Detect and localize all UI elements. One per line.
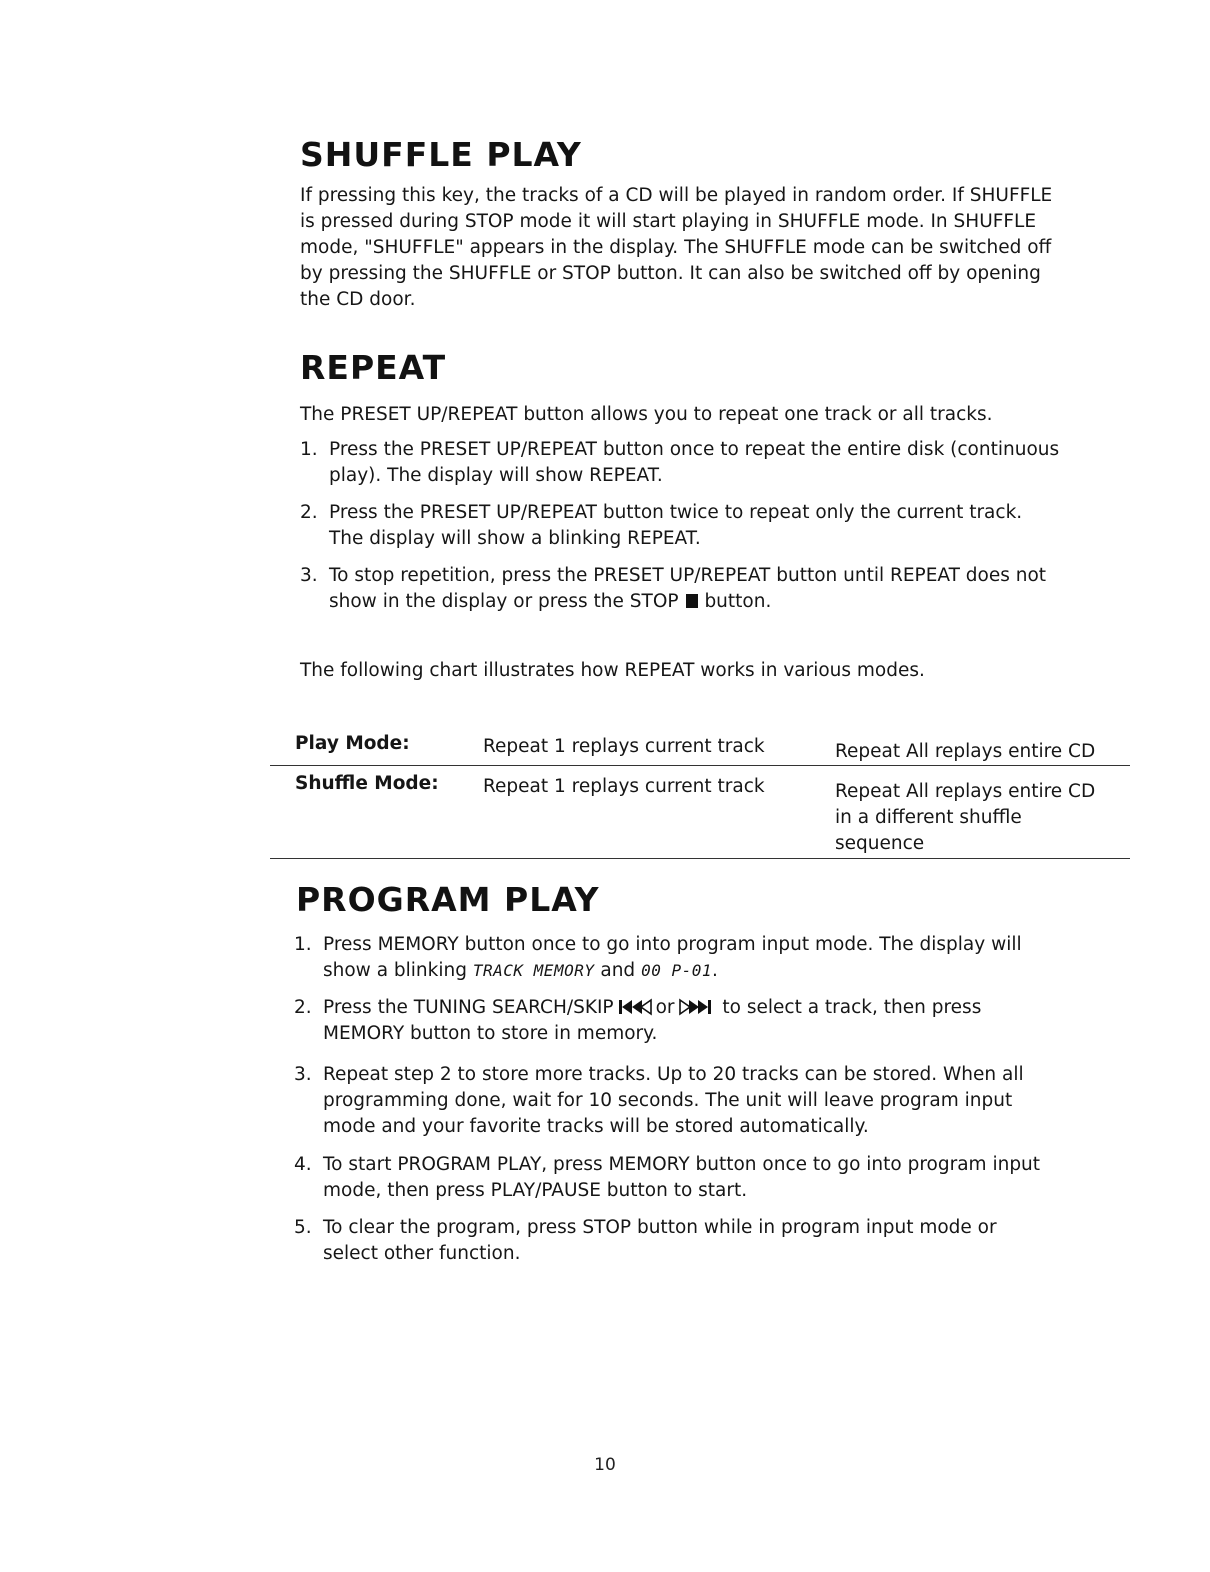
- table-cell-mode: Shuffle Mode:: [295, 773, 439, 794]
- table-divider: [270, 858, 1130, 859]
- text-line: mode, "SHUFFLE" appears in the display. The SHUFFLE mode can be switched off: [300, 237, 1052, 258]
- program-play-heading: PROGRAM PLAY: [296, 880, 600, 919]
- text-fragment: and: [600, 960, 636, 981]
- text-line: Press the PRESET UP/REPEAT button twice to repeat only the current track.: [329, 502, 1023, 523]
- step-number: 1.: [294, 934, 312, 955]
- table-cell-repeat-all: [835, 779, 1095, 857]
- text-line: Press MEMORY button once to go into program input mode. The display will: [323, 934, 1022, 955]
- text-line: by pressing the SHUFFLE or STOP button. It can also be switched off by opening: [300, 263, 1041, 284]
- text-fragment: show a blinking: [323, 960, 467, 981]
- text-line: sequence: [835, 833, 925, 854]
- text-line: [323, 958, 1022, 984]
- shuffle-play-heading: SHUFFLE PLAY: [300, 135, 582, 174]
- text-line: Repeat All replays entire CD: [835, 781, 1096, 802]
- step-number: 4.: [294, 1154, 312, 1175]
- step-number: 2.: [300, 502, 318, 523]
- text-line: If pressing this key, the tracks of a CD will be played in random order. If SHUFFLE: [300, 185, 1053, 206]
- text-line: select other function.: [323, 1243, 521, 1264]
- skip-forward-icon: [679, 998, 713, 1016]
- text-line: is pressed during STOP mode it will start playing in SHUFFLE mode. In SHUFFLE: [300, 211, 1037, 232]
- text-line: mode and your favorite tracks will be stored automatically.: [323, 1116, 869, 1137]
- text-line: the CD door.: [300, 289, 416, 310]
- text-line: The display will show a blinking REPEAT.: [329, 528, 701, 549]
- repeat-intro: [300, 402, 992, 428]
- table-cell-mode: Play Mode:: [295, 733, 410, 754]
- text-line: The following chart illustrates how REPEAT works in various modes.: [300, 660, 925, 681]
- text-line: mode, then press PLAY/PAUSE button to start.: [323, 1180, 748, 1201]
- step-number: 3.: [294, 1064, 312, 1085]
- shuffle-play-paragraph: [300, 183, 1140, 313]
- stop-square-icon: [686, 594, 698, 608]
- text-line: programming done, wait for 10 seconds. The unit will leave program input: [323, 1090, 1013, 1111]
- text-line: Repeat step 2 to store more tracks. Up to 20 tracks can be stored. When all: [323, 1064, 1024, 1085]
- table-divider: [270, 765, 1130, 766]
- chart-intro: [300, 658, 925, 684]
- text-line: Press the PRESET UP/REPEAT button once to repeat the entire disk (continuous: [329, 439, 1060, 460]
- text-line: To clear the program, press STOP button while in program input mode or: [323, 1217, 997, 1238]
- text-line: To stop repetition, press the PRESET UP/REPEAT button until REPEAT does not: [329, 565, 1047, 586]
- text-fragment: show in the display or press the STOP: [329, 591, 679, 612]
- text-fragment: or: [655, 997, 675, 1018]
- step-number: 2.: [294, 997, 312, 1018]
- page-number: 10: [594, 1455, 616, 1475]
- text-line: The PRESET UP/REPEAT button allows you to repeat one track or all tracks.: [300, 404, 993, 425]
- step-number: 5.: [294, 1217, 312, 1238]
- text-line: MEMORY button to store in memory.: [323, 1023, 658, 1044]
- repeat-heading: REPEAT: [300, 348, 447, 387]
- text-line: play). The display will show REPEAT.: [329, 465, 663, 486]
- skip-back-icon: [618, 998, 652, 1016]
- text-fragment: Press the TUNING SEARCH/SKIP: [323, 997, 614, 1018]
- table-cell-repeat-all: Repeat All replays entire CD: [835, 741, 1096, 762]
- text-line: [329, 589, 1046, 615]
- lcd-program-number-text: 00 P-01: [641, 961, 712, 980]
- text-fragment: to select a track, then press: [722, 997, 982, 1018]
- table-cell-repeat-1: Repeat 1 replays current track: [483, 776, 765, 797]
- text-line: To start PROGRAM PLAY, press MEMORY button once to go into program input: [323, 1154, 1041, 1175]
- text-fragment: .: [712, 960, 718, 981]
- table-cell-repeat-1: Repeat 1 replays current track: [483, 736, 765, 757]
- text-line: [323, 995, 981, 1021]
- step-number: 3.: [300, 565, 318, 586]
- text-line: in a different shuffle: [835, 807, 1022, 828]
- lcd-track-memory-text: TRACK MEMORY: [472, 961, 595, 980]
- step-number: 1.: [300, 439, 318, 460]
- text-fragment: button.: [704, 591, 772, 612]
